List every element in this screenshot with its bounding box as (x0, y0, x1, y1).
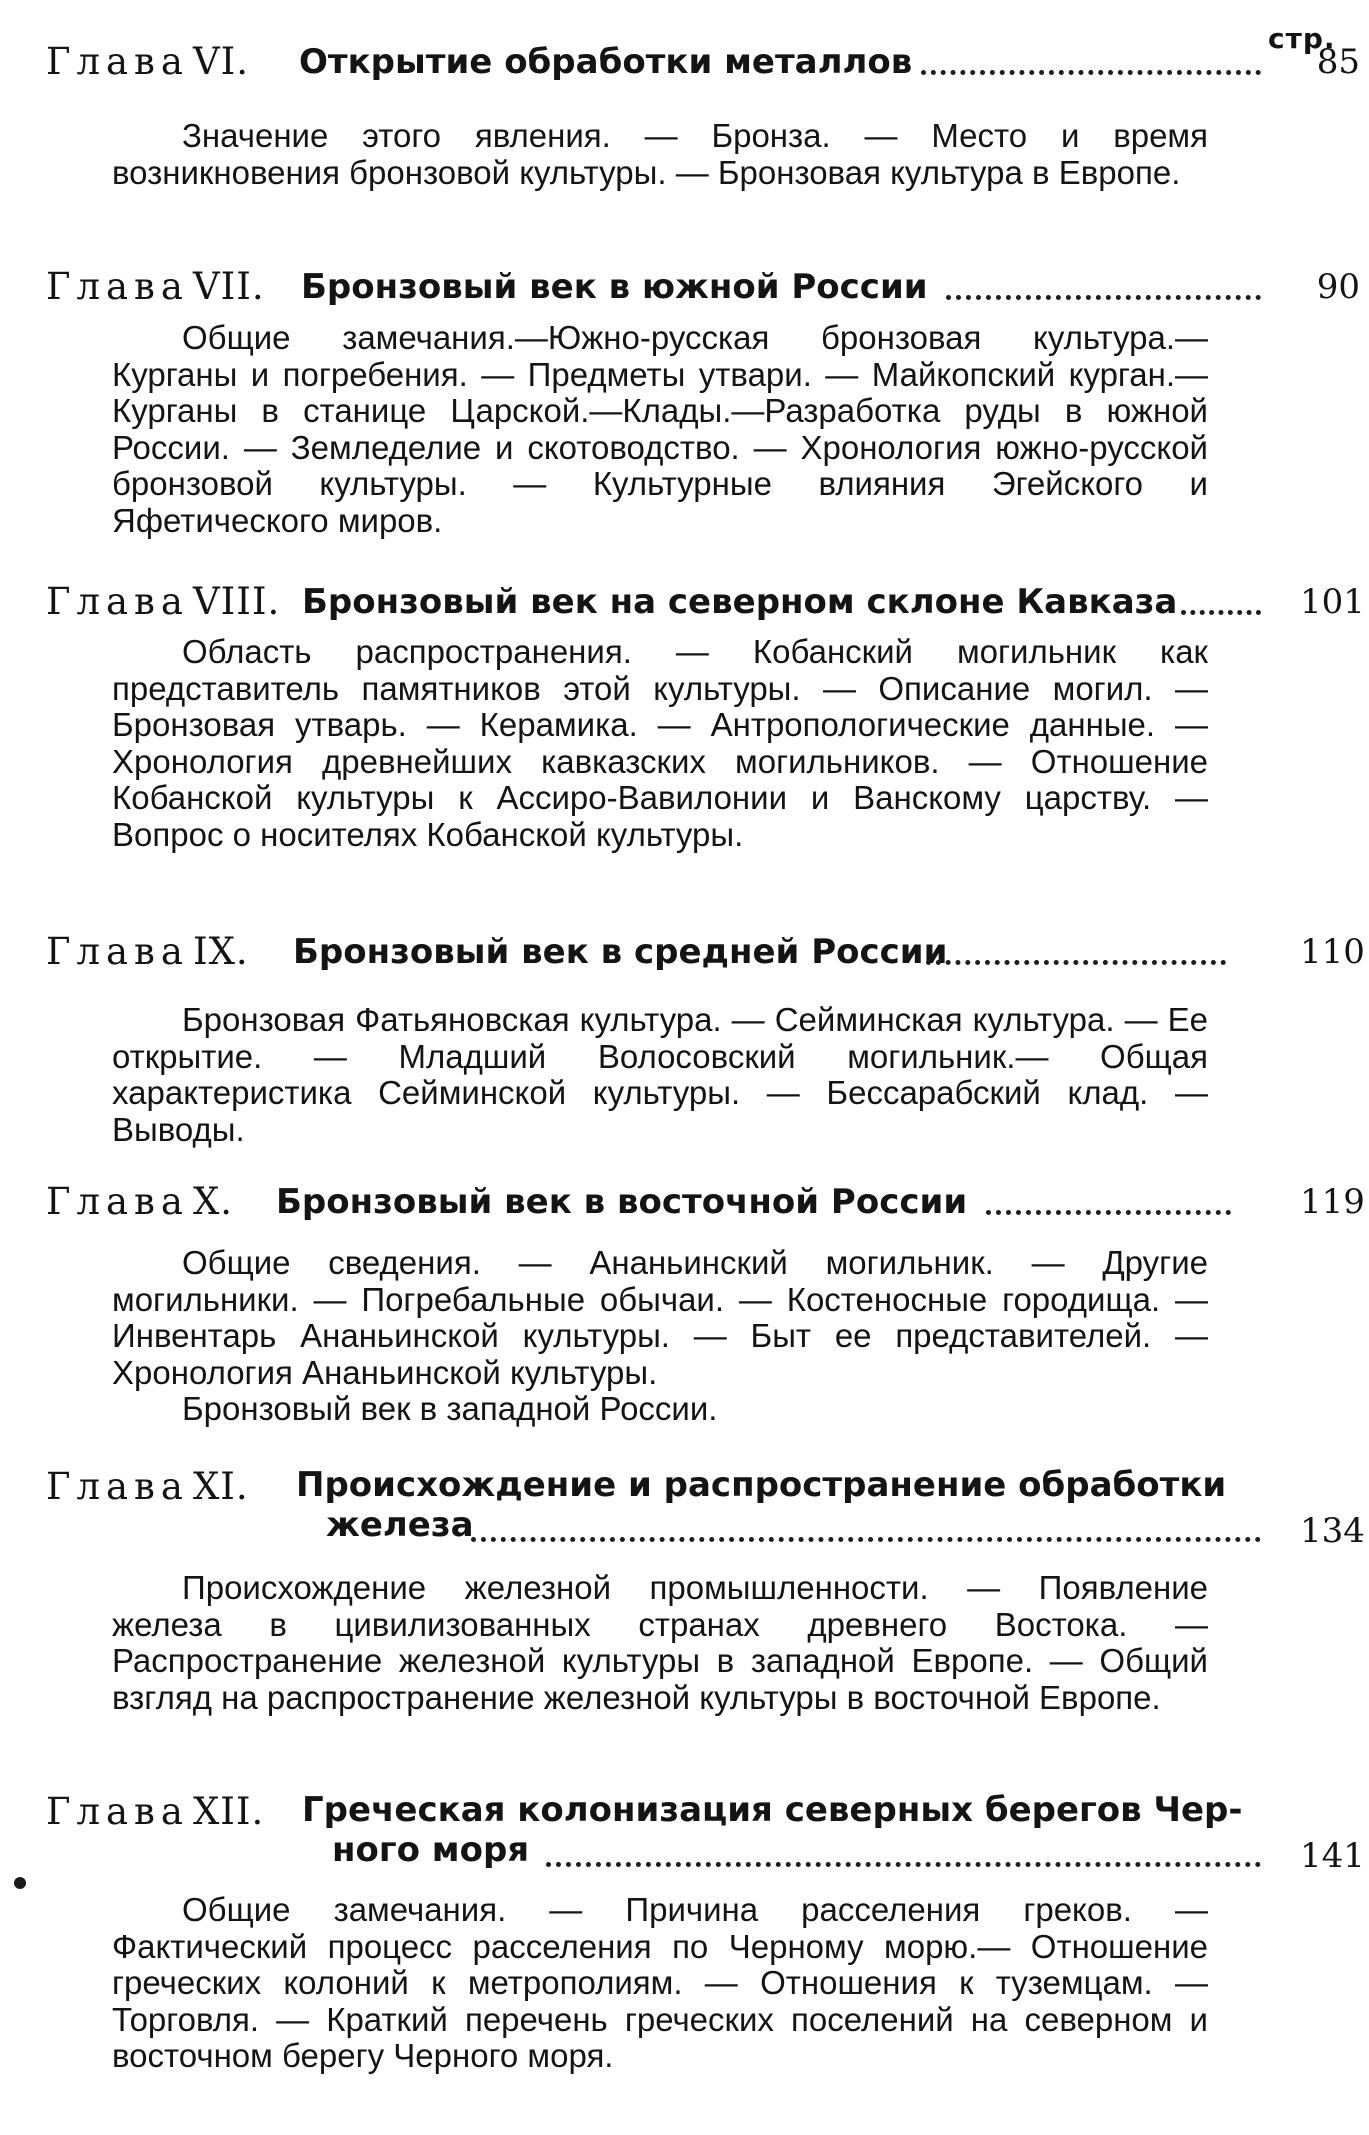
page-column-label: стр. (1268, 22, 1336, 55)
chapter-9 (46, 930, 1365, 974)
chapter-heading (46, 1180, 1365, 1224)
chapter-number: IX. (192, 930, 249, 973)
chapter-description: Значение этого явления. — Бронза. — Место и время возникновения бронзовой культуры. — Бронзовая культура в Европе. (112, 117, 1208, 191)
chapter-number: VII. (192, 265, 265, 308)
chapter-label: Глава XI. (46, 1465, 249, 1508)
chapter-title (296, 1465, 1256, 1545)
chapter-title-line-1: Греческая колонизация северных берегов Чер- (302, 1790, 1243, 1830)
chapter-6 (46, 40, 1360, 84)
chapter-title-line-2: железа (326, 1505, 474, 1545)
page-number: 85 (1316, 42, 1360, 82)
chapter-number: VI. (192, 40, 250, 83)
chapter-heading (46, 1790, 1365, 1880)
dot-leader (921, 70, 1261, 75)
page-number: 141 (1300, 1836, 1365, 1876)
chapter-heading (46, 40, 1360, 84)
chapter-description: Общие замечания.—Южно-русская бронзовая культура.— Курганы и погребения. — Предметы утвари. — Майкопский курган.— Курганы в станице Царской.—Клады.—Разработка руды в южной России. — Земледелие и скотоводство. — Хронология южно-русской бронзовой культуры. — Культурные влияния Эгейского и Яфетического миров. (112, 319, 1208, 539)
chapter-10 (46, 1180, 1365, 1224)
chapter-heading (46, 1465, 1365, 1555)
chapter-heading (46, 580, 1365, 624)
chapter-title: Бронзовый век в средней России (293, 932, 948, 972)
page-number: 90 (1316, 267, 1360, 307)
chapter-11 (46, 1465, 1365, 1555)
chapter-description-text: Общие сведения. — Ананьинский могильник. — Другие могильники. — Погребальные обычаи. — Костеносные городища. — Инвентарь Ананьинской культуры. — Быт ее представителей. — Хронология Ананьинской культуры. (112, 1244, 1208, 1391)
chapter-description: Бронзовая Фатьяновская культура. — Сейминская культура. — Ее открытие. — Младший Волосовский могильник.— Общая характеристика Сейминской культуры. — Бессарабский клад. — Выводы. (112, 1001, 1208, 1148)
chapter-title: Открытие обработки металлов (299, 42, 913, 82)
chapter-label: Глава X. (46, 1180, 234, 1223)
chapter-8 (46, 580, 1365, 624)
chapter-description-extra: Бронзовый век в западной России. (182, 1390, 718, 1427)
chapter-title: Бронзовый век в южной России (301, 267, 928, 307)
page-number: 110 (1300, 932, 1365, 972)
chapter-12 (46, 1790, 1365, 1880)
dot-leader (471, 1537, 1261, 1542)
chapter-title: Бронзовый век на северном склоне Кавказа (302, 582, 1178, 622)
chapter-heading (46, 265, 1360, 309)
dot-leader (926, 960, 1226, 965)
chapter-title-line-1: Происхождение и распространение обработки (296, 1465, 1227, 1505)
page-number: 134 (1300, 1511, 1365, 1551)
dot-leader (546, 1862, 1261, 1867)
page-number: 119 (1300, 1182, 1365, 1222)
chapter-7 (46, 265, 1360, 309)
dot-leader (1181, 610, 1261, 615)
chapter-label: Глава VIII. (46, 580, 281, 623)
chapter-description: Происхождение железной промышленности. — Появление железа в цивилизованных странах древнего Востока. — Распространение железной культуры в западной Европе. — Общий взгляд на распространение железной культуры в восточной Европе. (112, 1569, 1208, 1716)
chapter-description (112, 1245, 1208, 1428)
chapter-heading (46, 930, 1365, 974)
chapter-label: Глава IX. (46, 930, 249, 973)
chapter-label: Глава VI. (46, 40, 250, 83)
chapter-title-line-2: ного моря (332, 1830, 530, 1870)
chapter-label: Глава VII. (46, 265, 265, 308)
chapter-description: Общие замечания. — Причина расселения греков. — Фактический процесс расселения по Черному морю.— Отношение греческих колоний к метрополиям. — Отношения к туземцам. — Торговля. — Краткий перечень греческих поселений на северном и восточном берегу Черного моря. (112, 1891, 1208, 2074)
chapter-number: X. (192, 1180, 234, 1223)
margin-bullet-mark (14, 1877, 26, 1889)
chapter-description: Область распространения. — Кобанский могильник как представитель памятников этой культуры. — Описание могил. — Бронзовая утварь. — Керамика. — Антропологические данные. — Хронология древнейших кавказских могильников. — Отношение Кобанской культуры к Ассиро-Вавилонии и Ванскому царству. — Вопрос о носителях Кобанской культуры. (112, 633, 1208, 853)
chapter-number: VIII. (192, 580, 281, 623)
page-number: 101 (1300, 582, 1365, 622)
chapter-number: XI. (192, 1465, 249, 1508)
chapter-title: Бронзовый век в восточной России (276, 1182, 968, 1222)
dot-leader (946, 295, 1261, 300)
dot-leader (986, 1210, 1231, 1215)
chapter-number: XII. (192, 1790, 265, 1833)
chapter-label: Глава XII. (46, 1790, 265, 1833)
chapter-title (302, 1790, 1262, 1870)
